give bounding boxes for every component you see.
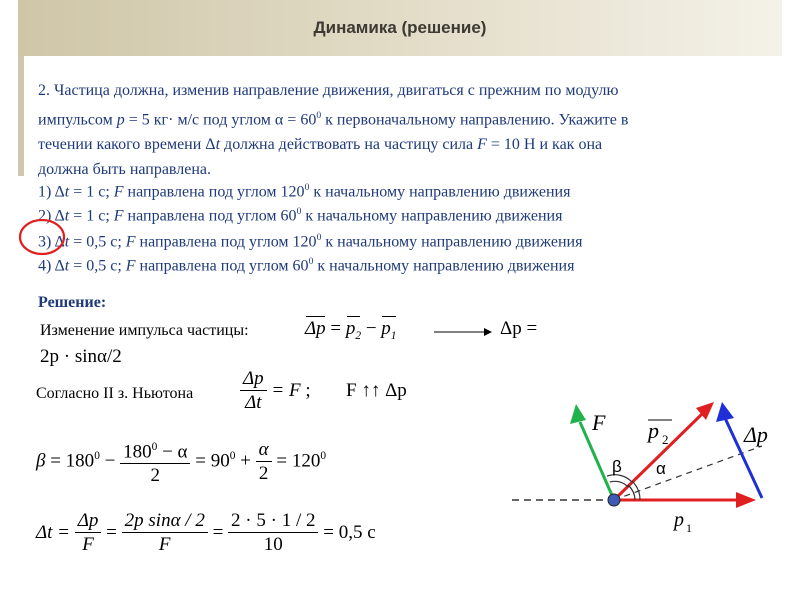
impulse-change-equation: $\Delta p = p_2 - p_1$ bbox=[305, 318, 397, 342]
beta-fraction-2: $\frac{\alpha}{2}$ bbox=[256, 439, 272, 486]
dt-fraction-1: $\frac{\Delta p}{F}$ bbox=[75, 510, 102, 557]
newton-fraction: $\frac{\Delta p}{\Delta t}$ bbox=[240, 368, 267, 415]
task-line-3: течении какого времени Δt должна действовать на частицу сила F = 10 Н и как она bbox=[38, 136, 603, 154]
bisector-dashed-line bbox=[614, 446, 762, 500]
task-line-4: должна быть направлена. bbox=[38, 161, 212, 179]
impulse-change-label: Изменение импульса частицы: bbox=[40, 322, 249, 339]
origin-point bbox=[608, 494, 620, 506]
dt-fraction-2: $\frac{\text{2p sinα / 2}}{F}$ bbox=[122, 510, 208, 557]
label-p1: p bbox=[674, 509, 684, 531]
label-p2: p bbox=[648, 418, 659, 443]
vector-diagram bbox=[500, 390, 790, 540]
impulse-magnitude-line2: 2p · sinα/2 bbox=[40, 346, 122, 367]
newton-law-label: Согласно II з. Ньютона bbox=[36, 385, 194, 402]
answer-option-1: 1) Δt = 1 с; F направлена под углом $120^0$ к начальному направлению движения bbox=[38, 182, 571, 201]
solution-heading: Решение: bbox=[38, 294, 107, 311]
force-parallel-relation: F ↑↑ Δp bbox=[346, 380, 407, 401]
correct-answer-highlight bbox=[14, 216, 74, 258]
p1-arrowhead bbox=[736, 492, 756, 508]
impulse-magnitude-rhs: Δp = bbox=[500, 318, 538, 339]
beta-arc bbox=[610, 481, 628, 487]
highlight-circle bbox=[20, 220, 64, 254]
task-line-2: импульсом p = 5 кг· м/с под углом $\alpha = 60^0$ к первоначальному направлению. Укажите в bbox=[38, 110, 629, 129]
label-delta-p: Δp bbox=[744, 422, 768, 447]
label-alpha: α bbox=[656, 459, 666, 478]
answer-option-4: 4) Δt = 0,5 с; F направлена под углом $60^0$ к начальному направлению движения bbox=[38, 256, 575, 275]
page-title: Динамика (решение) bbox=[313, 18, 487, 37]
newton-equation: $\frac{\Delta p}{\Delta t}$ = F ; bbox=[240, 368, 311, 415]
dt-fraction-3: $\frac{2 \cdot 5 \cdot 1 / 2}{10}$ bbox=[228, 510, 318, 557]
decorative-side-bar bbox=[18, 56, 24, 176]
label-F: F bbox=[592, 410, 606, 435]
beta-fraction-1: $\frac{180^0 - \alpha}{2}$ bbox=[120, 436, 190, 488]
beta-formula: $\beta = 180^0$ − $\frac{180^0 - \alpha}{2}$ = $90^0$ + $\frac{\alpha}{2}$ = $120^0$ bbox=[36, 436, 326, 488]
task-line-1: 2. Частица должна, изменив направление движения, двигаться с прежним по модулю bbox=[38, 82, 619, 99]
task-statement bbox=[38, 78, 778, 182]
answer-option-3: 3) Δt = 0,5 с; F направлена под углом $120^0$ к начальному направлению движения bbox=[38, 232, 583, 251]
delta-t-formula: Δt = $\frac{\Delta p}{F}$ = $\frac{\text{2p sinα / 2}}{F}$ = $\frac{2 \cdot 5 \cdot 1 / 2}{10}$ = 0,5 c bbox=[36, 510, 376, 555]
force-arrowhead bbox=[570, 404, 586, 424]
label-beta: β bbox=[612, 457, 622, 476]
label-p2-sub: 2 bbox=[662, 432, 669, 447]
title-bar bbox=[18, 0, 782, 56]
label-p1-sub: 1 bbox=[686, 521, 692, 535]
implies-arrow bbox=[432, 324, 492, 340]
delta-p-arrowhead bbox=[716, 402, 734, 422]
answer-option-2: 2) Δt = 1 с; F направлена под углом $60^0$ к начальному направлению движения bbox=[38, 206, 563, 225]
